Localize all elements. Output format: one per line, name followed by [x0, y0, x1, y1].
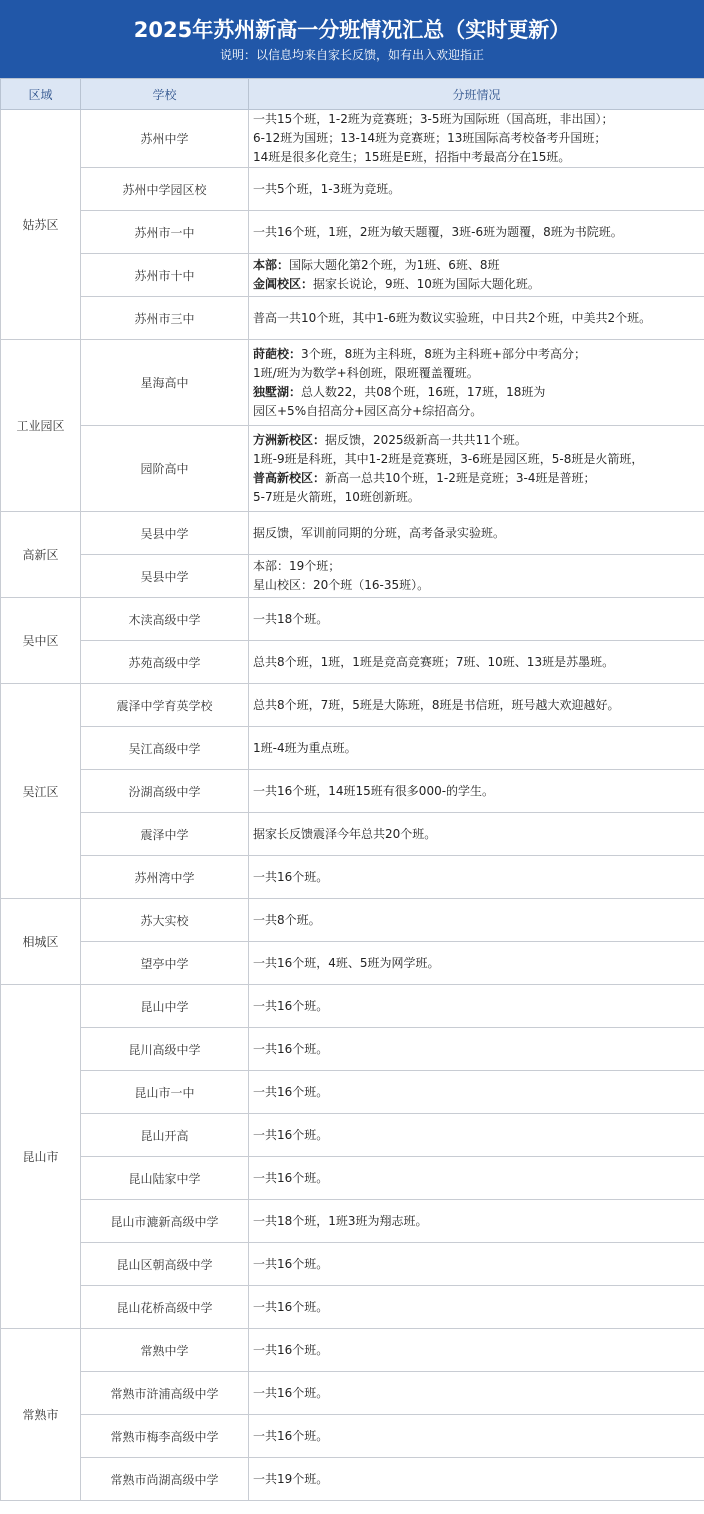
school-cell: 昆川高级中学 [81, 1028, 249, 1071]
table-row [1, 727, 704, 770]
table-row [1, 1415, 704, 1458]
info-line-text: 据家长说论，9班、10班为国际大题化班。 [313, 277, 540, 291]
info-line: 一共16个班。 [253, 1428, 329, 1443]
info-line-text: 据反馈，2025级新高一共共11个班。 [325, 432, 527, 447]
column-header-info: 分班情况 [249, 79, 704, 110]
info-line: 一共16个班。 [253, 1256, 329, 1271]
info-line: 一共19个班。 [253, 1471, 329, 1486]
info-cell [249, 1286, 704, 1329]
info-line: 一共16个班。 [253, 1299, 329, 1314]
school-cell: 常熟市梅李高级中学 [81, 1415, 249, 1458]
school-cell: 苏苑高级中学 [81, 641, 249, 684]
region-cell: 相城区 [1, 899, 81, 985]
school-cell: 苏大实校 [81, 899, 249, 942]
table-row [1, 641, 704, 684]
info-line: 园区+5%自招高分+园区高分+综招高分。 [253, 403, 483, 418]
table-row [1, 1157, 704, 1200]
info-cell [249, 1114, 704, 1157]
info-cell [249, 1458, 704, 1501]
table-row [1, 340, 704, 426]
info-line-text: 国际大题化第2个班，为1班、6班、8班 [289, 258, 500, 272]
info-cell [249, 555, 704, 598]
info-cell [249, 340, 704, 426]
info-line: 一共16个班，14班15班有很多000-的学生。 [253, 783, 495, 798]
info-cell [249, 297, 704, 340]
info-line-label: 莳葩校： [253, 346, 302, 361]
info-cell [249, 254, 704, 297]
table-row [1, 110, 704, 168]
column-header-region: 区域 [1, 79, 81, 110]
table-row [1, 598, 704, 641]
info-cell [249, 985, 704, 1028]
school-cell: 苏州市一中 [81, 211, 249, 254]
info-cell [249, 641, 704, 684]
table-row [1, 770, 704, 813]
info-line [253, 469, 700, 488]
school-cell: 苏州市十中 [81, 254, 249, 297]
info-line: 5-7班是火箭班，10班创新班。 [253, 489, 420, 504]
info-line: 一共15个班，1-2班为竞赛班；3-5班为国际班（国高班，非出国）； [253, 112, 614, 126]
info-line-label: 本部： [253, 258, 290, 272]
table-row [1, 254, 704, 297]
table-row [1, 1200, 704, 1243]
info-cell [249, 1329, 704, 1372]
table-row [1, 1243, 704, 1286]
table-row [1, 426, 704, 512]
info-line: 一共5个班，1-3班为竞班。 [253, 181, 401, 196]
school-cell: 吴县中学 [81, 555, 249, 598]
info-line: 1班-9班是科班，其中1-2班是竞赛班，3-6班是园区班，5-8班是火箭班， [253, 451, 644, 466]
school-cell: 苏州中学 [81, 110, 249, 168]
info-line: 一共16个班。 [253, 1342, 329, 1357]
page-subtitle: 说明：以信息均来自家长反馈，如有出入欢迎指正 [219, 48, 484, 62]
info-line: 据反馈，军训前同期的分班，高考备录实验班。 [253, 525, 506, 540]
table-row [1, 512, 704, 555]
table-row [1, 1372, 704, 1415]
info-cell [249, 1243, 704, 1286]
info-line-label: 金阊校区： [253, 277, 314, 291]
info-line: 一共16个班。 [253, 1170, 329, 1185]
table-row [1, 985, 704, 1028]
table-row [1, 684, 704, 727]
info-cell [249, 426, 704, 512]
table-row [1, 1028, 704, 1071]
info-cell [249, 899, 704, 942]
school-cell: 常熟中学 [81, 1329, 249, 1372]
school-cell: 木渎高级中学 [81, 598, 249, 641]
column-header-school: 学校 [81, 79, 249, 110]
info-cell [249, 1157, 704, 1200]
info-cell [249, 1415, 704, 1458]
info-cell [249, 512, 704, 555]
info-line: 一共18个班，1班3班为翔志班。 [253, 1213, 428, 1228]
info-line: 本部：19个班； [253, 559, 341, 573]
table-row [1, 813, 704, 856]
school-cell: 苏州湾中学 [81, 856, 249, 899]
school-cell: 望亭中学 [81, 942, 249, 985]
info-cell [249, 684, 704, 727]
info-cell [249, 770, 704, 813]
region-cell: 姑苏区 [1, 110, 81, 340]
info-line-text: 新高一总共10个班，1-2班是竞班；3-4班是普班； [325, 470, 596, 485]
school-cell: 震泽中学育英学校 [81, 684, 249, 727]
region-cell: 高新区 [1, 512, 81, 598]
school-cell: 吴县中学 [81, 512, 249, 555]
info-line [253, 256, 700, 275]
info-line: 一共16个班。 [253, 998, 329, 1013]
school-cell: 昆山开高 [81, 1114, 249, 1157]
info-line: 一共16个班。 [253, 869, 329, 884]
info-line: 1班-4班为重点班。 [253, 740, 357, 755]
table-row [1, 211, 704, 254]
info-line: 一共16个班，1班，2班为敏天题覆，3班-6班为题覆，8班为书院班。 [253, 224, 623, 239]
table-row [1, 1329, 704, 1372]
table-row [1, 942, 704, 985]
info-line [253, 345, 700, 364]
school-cell: 昆山花桥高级中学 [81, 1286, 249, 1329]
info-cell [249, 1028, 704, 1071]
region-cell: 吴江区 [1, 684, 81, 899]
table-row [1, 555, 704, 598]
info-line: 一共16个班，4班、5班为网学班。 [253, 955, 440, 970]
school-cell: 震泽中学 [81, 813, 249, 856]
info-cell [249, 813, 704, 856]
table-row [1, 1114, 704, 1157]
summary-table [0, 78, 704, 1501]
table-row [1, 899, 704, 942]
info-cell [249, 727, 704, 770]
school-cell: 昆山区朝高级中学 [81, 1243, 249, 1286]
info-line [253, 383, 700, 402]
info-line-text: 3个班，8班为主科班，8班为主科班+部分中考高分； [301, 346, 586, 361]
info-line: 星山校区：20个班（16-35班）。 [253, 578, 430, 592]
school-cell: 昆山市漉新高级中学 [81, 1200, 249, 1243]
school-cell: 昆山陆家中学 [81, 1157, 249, 1200]
info-cell [249, 110, 704, 168]
table-row [1, 1071, 704, 1114]
school-cell: 园阶高中 [81, 426, 249, 512]
info-line: 一共16个班。 [253, 1385, 329, 1400]
school-cell: 苏州市三中 [81, 297, 249, 340]
school-cell: 吴江高级中学 [81, 727, 249, 770]
info-cell [249, 856, 704, 899]
region-cell: 昆山市 [1, 985, 81, 1329]
table-row [1, 856, 704, 899]
info-cell [249, 942, 704, 985]
school-cell: 星海高中 [81, 340, 249, 426]
table-row [1, 168, 704, 211]
info-line: 1班/班为为数学+科创班，限班覆盖覆班。 [253, 365, 479, 380]
info-line: 一共8个班。 [253, 912, 321, 927]
info-cell [249, 1071, 704, 1114]
info-line: 总共8个班，7班，5班是大陈班，8班是书信班，班号越大欢迎越好。 [253, 697, 620, 712]
school-cell: 昆山中学 [81, 985, 249, 1028]
info-line-text: 总人数22，共08个班，16班，17班，18班为 [301, 384, 546, 399]
info-line-label: 方洲新校区： [253, 432, 326, 447]
info-line: 一共18个班。 [253, 611, 329, 626]
table-row [1, 297, 704, 340]
region-cell: 常熟市 [1, 1329, 81, 1501]
info-cell [249, 211, 704, 254]
info-line: 14班是很多化竞生；15班是E班，招指中考最高分在15班。 [253, 150, 571, 164]
table-header-row [1, 79, 704, 110]
info-line: 一共16个班。 [253, 1041, 329, 1056]
info-line [253, 275, 700, 294]
info-line [253, 431, 700, 450]
school-cell: 昆山市一中 [81, 1071, 249, 1114]
school-cell: 常熟市浒浦高级中学 [81, 1372, 249, 1415]
page-title: 2025年苏州新高一分班情况汇总（实时更新） [133, 18, 571, 42]
info-cell [249, 168, 704, 211]
region-cell: 吴中区 [1, 598, 81, 684]
info-cell [249, 1200, 704, 1243]
region-cell: 工业园区 [1, 340, 81, 512]
info-cell [249, 598, 704, 641]
school-cell: 常熟市尚湖高级中学 [81, 1458, 249, 1501]
info-line-label: 普高新校区： [253, 470, 326, 485]
info-line: 普高一共10个班，其中1-6班为数议实验班，中日共2个班，中美共2个班。 [253, 310, 652, 325]
info-line: 6-12班为国班；13-14班为竞赛班；13班国际高考校备考升国班； [253, 131, 607, 145]
info-line-label: 独墅湖： [253, 384, 302, 399]
school-cell: 苏州中学园区校 [81, 168, 249, 211]
info-cell [249, 1372, 704, 1415]
info-line: 一共16个班。 [253, 1127, 329, 1142]
info-line: 据家长反馈震泽今年总共20个班。 [253, 826, 437, 841]
table-row [1, 1286, 704, 1329]
school-cell: 汾湖高级中学 [81, 770, 249, 813]
page-header [0, 0, 704, 78]
info-line: 一共16个班。 [253, 1084, 329, 1099]
table-row [1, 1458, 704, 1501]
info-line: 总共8个班，1班，1班是竞高竞赛班；7班、10班、13班是苏墨班。 [253, 654, 615, 669]
